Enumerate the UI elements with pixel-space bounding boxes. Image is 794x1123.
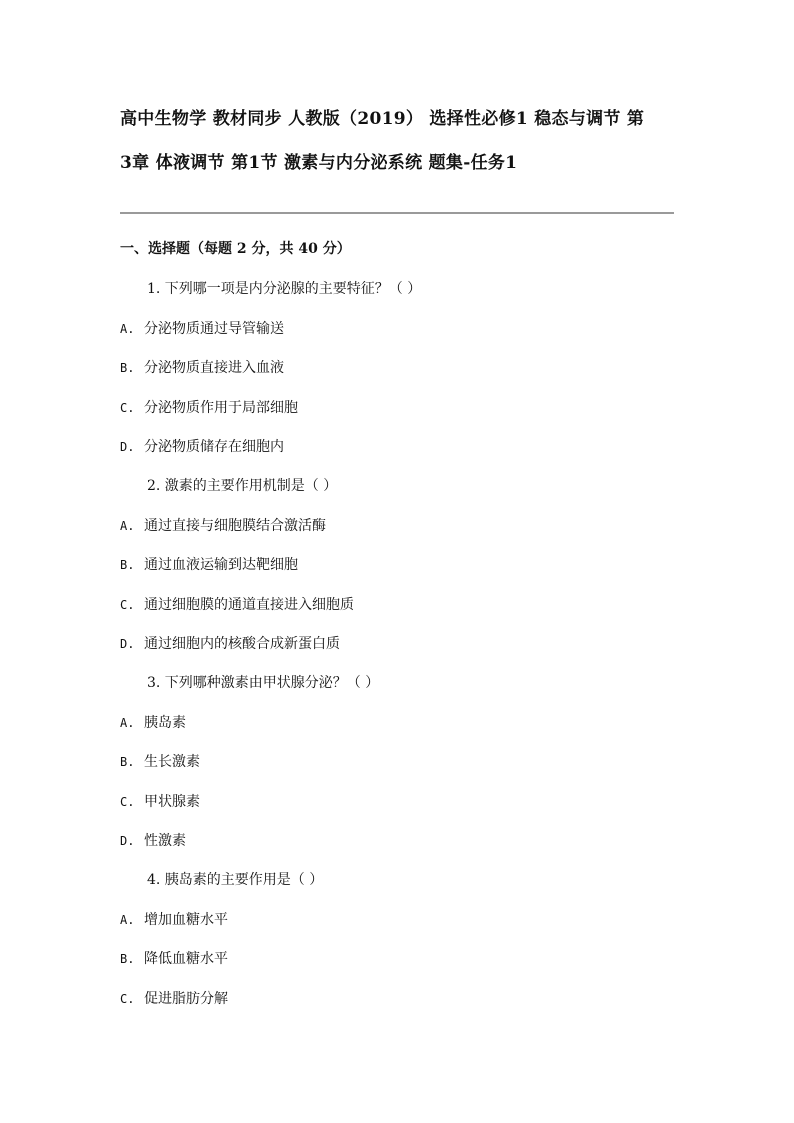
- question-1-stem: 1. 下列哪一项是内分泌腺的主要特征？（ ）: [147, 281, 422, 297]
- q3-option-d: [120, 830, 186, 850]
- option-text: 胰岛素: [144, 715, 186, 731]
- q1-option-d: [120, 436, 284, 456]
- option-letter: A.: [120, 716, 135, 730]
- q2-option-a: [120, 515, 326, 535]
- option-letter: D.: [120, 834, 135, 848]
- q3-option-c: [120, 791, 200, 811]
- option-text: 分泌物质直接进入血液: [144, 360, 284, 376]
- option-letter: B.: [120, 952, 135, 966]
- option-letter: C.: [120, 992, 135, 1006]
- option-letter: C.: [120, 401, 135, 415]
- option-letter: B.: [120, 755, 135, 769]
- question-3-stem: 3. 下列哪种激素由甲状腺分泌？（ ）: [147, 675, 380, 691]
- title-line-1: 高中生物学 教材同步 人教版（2019） 选择性必修1 稳态与调节 第: [120, 109, 645, 129]
- option-text: 通过直接与细胞膜结合激活酶: [144, 518, 326, 534]
- q3-option-b: [120, 751, 200, 771]
- option-text: 通过细胞膜的通道直接进入细胞质: [144, 597, 354, 613]
- option-letter: C.: [120, 598, 135, 612]
- option-text: 分泌物质作用于局部细胞: [144, 400, 298, 416]
- section-heading: 一、选择题（每题 2 分，共 40 分）: [120, 241, 351, 257]
- option-text: 分泌物质储存在细胞内: [144, 439, 284, 455]
- option-letter: D.: [120, 440, 135, 454]
- q1-option-a: [120, 318, 284, 338]
- option-text: 通过血液运输到达靶细胞: [144, 557, 298, 573]
- option-text: 促进脂肪分解: [144, 991, 228, 1007]
- option-letter: A.: [120, 322, 135, 336]
- title-line-2: 3章 体液调节 第1节 激素与内分泌系统 题集-任务1: [120, 153, 518, 173]
- q4-option-b: [120, 948, 228, 968]
- question-4-stem: 4. 胰岛素的主要作用是（ ）: [147, 872, 324, 888]
- option-text: 增加血糖水平: [144, 912, 228, 928]
- option-letter: A.: [120, 913, 135, 927]
- option-text: 生长激素: [144, 754, 200, 770]
- q4-option-a: [120, 909, 228, 929]
- option-text: 甲状腺素: [144, 794, 200, 810]
- option-text: 通过细胞内的核酸合成新蛋白质: [144, 636, 340, 652]
- option-letter: B.: [120, 558, 135, 572]
- option-text: 降低血糖水平: [144, 951, 228, 967]
- option-letter: C.: [120, 795, 135, 809]
- option-letter: B.: [120, 361, 135, 375]
- q2-option-d: [120, 633, 340, 653]
- option-text: 性激素: [144, 833, 186, 849]
- q2-option-b: [120, 554, 298, 574]
- q3-option-a: [120, 712, 186, 732]
- divider-rule: [120, 212, 674, 214]
- option-letter: A.: [120, 519, 135, 533]
- question-2-stem: 2. 激素的主要作用机制是（ ）: [147, 478, 338, 494]
- q4-option-c: [120, 988, 228, 1008]
- option-text: 分泌物质通过导管输送: [144, 321, 284, 337]
- q1-option-c: [120, 397, 298, 417]
- q2-option-c: [120, 594, 354, 614]
- q1-option-b: [120, 357, 284, 377]
- option-letter: D.: [120, 637, 135, 651]
